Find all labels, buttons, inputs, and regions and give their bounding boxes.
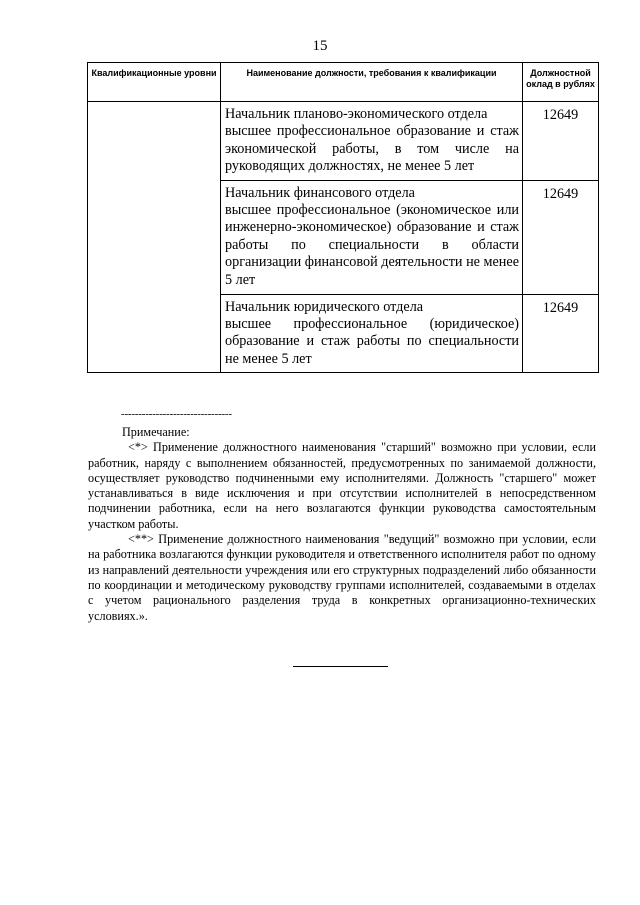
qualification-table xyxy=(87,62,599,373)
salary-cell: 12649 xyxy=(523,294,599,373)
note-item: <**> Применение должностного наименования "ведущий" возможно при условии, если на работника возлагаются функции руководителя и ответственного исполнителя работ по одному из направлений деятельности учреждения или его структурных подразделений либо обязанности по координации и методическому руководству группами исполнителей, создаваемыми в отделах с учетом рационального разделения труда в конкретных организационно-технических условиях.». xyxy=(88,532,596,623)
page-number: 15 xyxy=(312,38,328,54)
position-cell xyxy=(221,180,523,294)
notes-separator: -------------------------------- xyxy=(121,408,232,420)
header-name: Наименование должности, требования к квалификации xyxy=(221,63,523,102)
position-cell xyxy=(221,294,523,373)
header-salary: Должностной оклад в рублях xyxy=(523,63,599,102)
notes-heading: Примечание: xyxy=(122,425,190,439)
salary-cell: 12649 xyxy=(523,180,599,294)
position-title: Начальник финансового отдела xyxy=(225,184,415,201)
position-title: Начальник планово-экономического отдела xyxy=(225,106,488,122)
note-item: <*> Применение должностного наименования "старший" возможно при условии, если работник, наряду с выполнением обязанностей, предусмотренных по занимаемой должности, осуществляет руководство подчиненными ему исполнителями. Должность "старшего" может устанавливаться в виде исключения и при отсутствии исполнителей в непосредственном подчинении работника, если на него возлагаются функции руководства самостоятельным участком работы. xyxy=(88,440,596,531)
salary-cell: 12649 xyxy=(523,102,599,181)
position-requirements: высшее профессиональное (юридическое) образование и стаж работы по специальности не менее 5 лет xyxy=(225,316,519,367)
table-header-row xyxy=(88,63,599,102)
notes-section xyxy=(88,425,596,624)
end-divider xyxy=(293,666,388,667)
header-level: Квалификационные уровни xyxy=(88,63,221,102)
position-requirements: высшее профессиональное образование и стаж экономической работы, в том числе на руководящих должностях, не менее 5 лет xyxy=(225,123,519,175)
table-row xyxy=(88,102,599,181)
position-title: Начальник юридического отдела xyxy=(225,298,424,315)
position-cell xyxy=(221,102,523,181)
position-requirements: высшее профессиональное (экономическое или инженерно-экономическое) образование и стаж работы по специальности в области организации финансовой деятельности не менее 5 лет xyxy=(225,202,519,288)
level-cell xyxy=(88,102,221,373)
